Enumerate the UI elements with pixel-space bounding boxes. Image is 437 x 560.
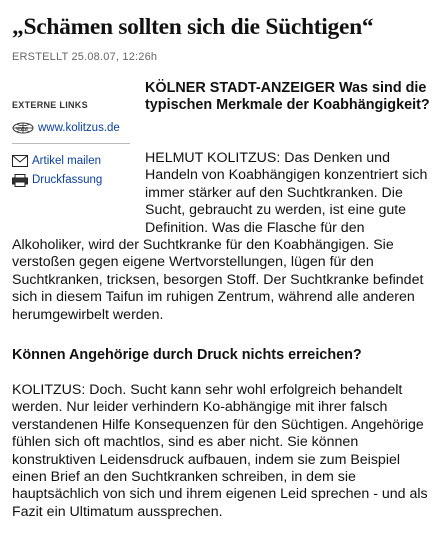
sidebar-wrap-space	[12, 150, 145, 220]
article-timestamp: ERSTELLT 25.08.07, 12:26h	[12, 51, 158, 63]
globe-icon	[12, 122, 34, 134]
sidebar-item-website[interactable]	[12, 119, 132, 137]
website-link[interactable]: www.kolitzus.de	[38, 122, 120, 134]
external-links-heading: EXTERNE LINKS	[12, 100, 88, 110]
print-version-link[interactable]: Druckfassung	[32, 174, 103, 186]
answer-1-text: HELMUT KOLITZUS: Das Denken und Handeln von Koabhängigen konzentriert sich immer stärker auf den Suchtkranken. Die Sucht, gebraucht zu werden, ist eine gute Definition. Was die Flasche für den Alkoholiker, wird der Suchtkranke für den Koabhängigen. Sie verstoßen gegen eigene Wertvorstellungen, lügen für den Suchtkranken, tricksen, besorgen Stoff. Der Suchtkranke befindet sich in diesem Taifun im ruhigen Zentrum, während alle anderen herumgewirbelt werden.	[12, 150, 428, 323]
interview-question-2: Können Angehörige durch Druck nichts erreichen?	[12, 347, 362, 363]
interview-answer-2: KOLITZUS: Doch. Sucht kann sehr wohl erfolgreich behandelt werden. Nur leider verhindern Ko-abhängige mit ihrer falsch verstandenen Hilfe Konsequenzen für den Süchtigen. Angehörige fühlen sich oft machtlos, sind es aber nicht. Sie können konstruktiven Leidensdruck aufbauen, indem sie zum Beispiel einen Brief an den Suchtkranken schreiben, in dem sie hauptsächlich von sich und ihrem eigenen Leid sprechen - und als Fazit ein Ultimatum aussprechen.	[12, 382, 428, 520]
svg-text:www: www	[16, 126, 29, 132]
sidebar-divider	[12, 143, 130, 144]
mail-article-link[interactable]: Artikel mailen	[32, 155, 102, 167]
interview-answer-1	[12, 150, 432, 324]
article-headline: „Schämen sollten sich die Süchtigen“	[12, 14, 374, 40]
interview-question-1: KÖLNER STADT-ANZEIGER Was sind die typischen Merkmale der Koabhängigkeit?	[145, 80, 430, 113]
